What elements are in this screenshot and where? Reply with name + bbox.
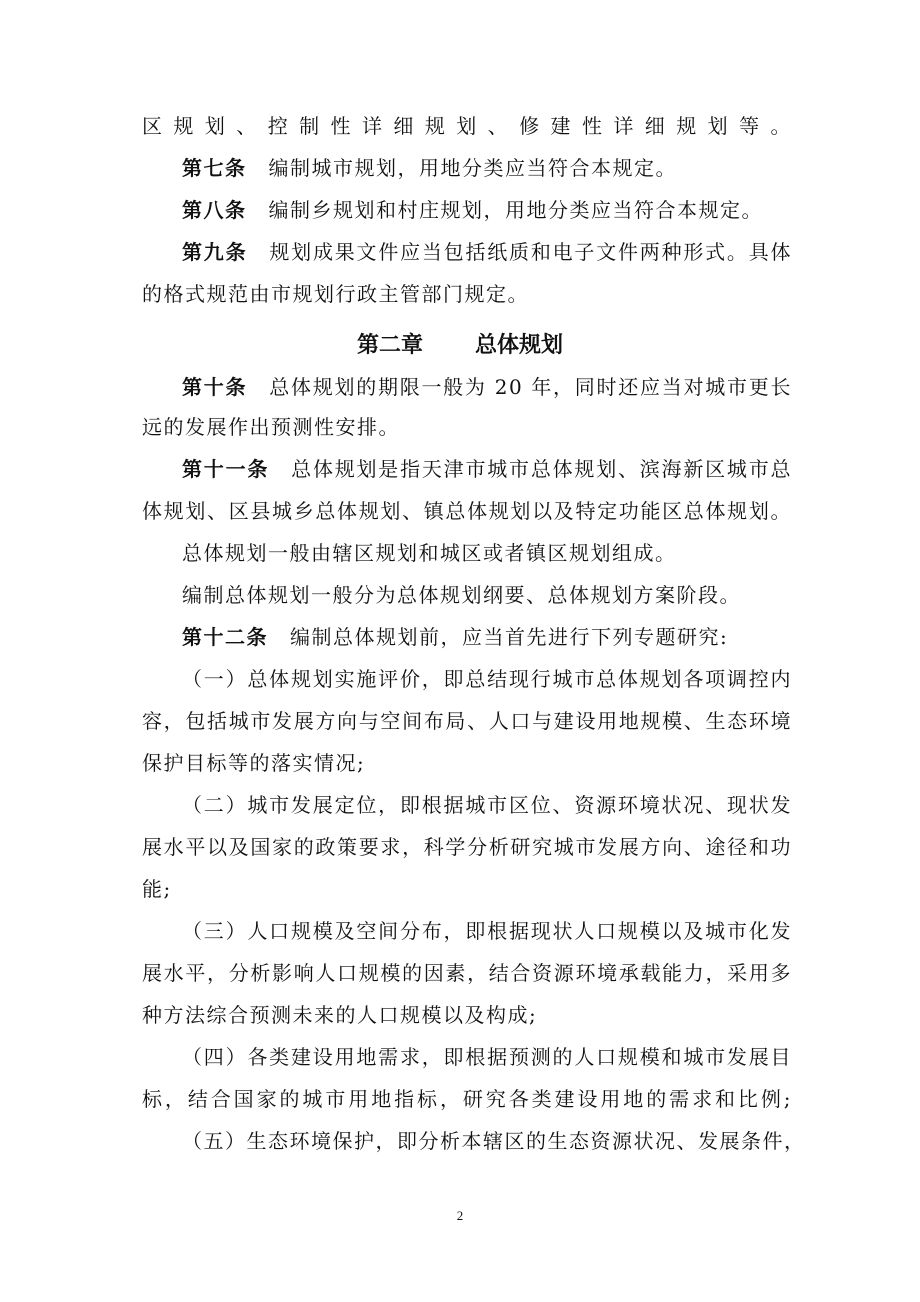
article-10	[182, 372, 792, 402]
text-line: （一）总体规划实施评价，即总结现行城市总体规划各项调控内	[182, 667, 792, 691]
chapter-heading	[0, 330, 920, 362]
text-line: （二）城市发展定位，即根据城市区位、资源环境状况、现状发	[182, 793, 792, 817]
text-line: 展水平以及国家的政策要求，科学分析研究城市发展方向、途径和功	[142, 835, 792, 859]
article-8	[182, 195, 792, 225]
text-line: 展水平，分析影响人口规模的因素，结合资源环境承载能力，采用多	[142, 961, 792, 985]
article-text: 编制总体规划前，应当首先进行下列专题研究:	[290, 625, 729, 649]
article-label: 第九条	[182, 240, 248, 264]
text-line: （五）生态环境保护，即分析本辖区的生态资源状况、发展条件，	[182, 1129, 806, 1153]
text-line: 能;	[142, 877, 172, 901]
text-line: 体规划、区县城乡总体规划、镇总体规划以及特定功能区总体规划。	[142, 499, 792, 523]
text-line: 远的发展作出预测性安排。	[142, 415, 400, 439]
article-11	[182, 454, 792, 484]
article-text: 总体规划是指天津市城市总体规划、滨海新区城市总	[291, 457, 793, 481]
text-line: 标，结合国家的城市用地指标，研究各类建设用地的需求和比例;	[142, 1087, 792, 1111]
text-line: （三）人口规模及空间分布，即根据现状人口规模以及城市化发	[182, 919, 792, 943]
text-line: 保护目标等的落实情况;	[142, 751, 366, 775]
page-number: 2	[456, 1208, 464, 1223]
text-line: （四）各类建设用地需求，即根据预测的人口规模和城市发展目	[182, 1045, 792, 1069]
article-label: 第十一条	[182, 457, 270, 481]
chapter-number: 第二章	[356, 333, 423, 358]
article-text: 总体规划的期限一般为 20 年，同时还应当对城市更长	[269, 375, 792, 399]
chapter-title: 总体规划	[475, 333, 564, 358]
article-label: 第八条	[182, 198, 247, 222]
text-line: 容，包括城市发展方向与空间布局、人口与建设用地规模、生态环境	[142, 709, 792, 733]
article-label: 第十条	[182, 375, 248, 399]
text-line: 区规划、控制性详细规划、修建性详细规划等。	[142, 114, 792, 138]
text-line: 的格式规范由市规划行政主管部门规定。	[142, 282, 529, 306]
article-label: 第七条	[182, 156, 247, 180]
article-7	[182, 153, 792, 183]
article-label: 第十二条	[182, 625, 268, 649]
article-text: 编制乡规划和村庄规划，用地分类应当符合本规定。	[268, 198, 763, 222]
text-line: 总体规划一般由辖区规划和城区或者镇区规划组成。	[182, 541, 677, 565]
article-text: 规划成果文件应当包括纸质和电子文件两种形式。具体	[269, 240, 793, 264]
text-line: 种方法综合预测未来的人口规模以及构成;	[142, 1003, 538, 1027]
article-text: 编制城市规划，用地分类应当符合本规定。	[268, 156, 677, 180]
article-9	[182, 237, 792, 267]
article-12	[182, 622, 792, 652]
text-line: 编制总体规划一般分为总体规划纲要、总体规划方案阶段。	[182, 583, 741, 607]
